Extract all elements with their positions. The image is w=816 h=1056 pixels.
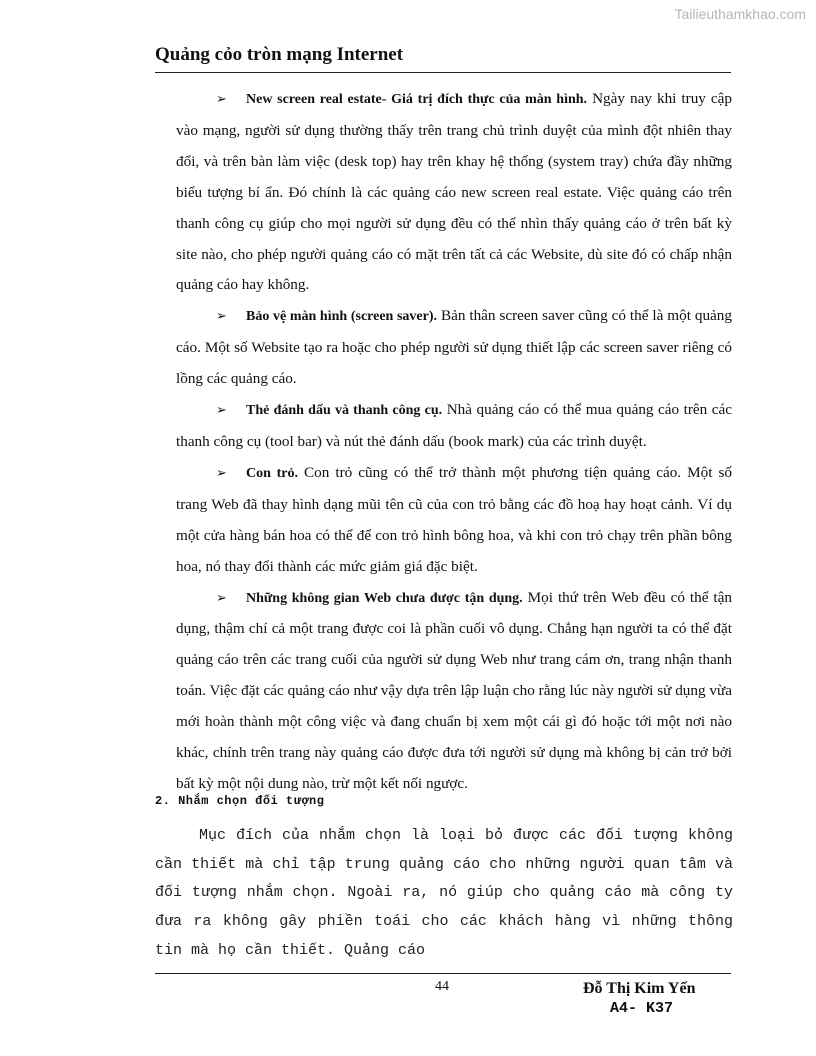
arrow-bullet-icon: ➢ <box>216 465 227 481</box>
class-code: A4- K37 <box>610 1000 674 1017</box>
page-header-title: Quảng cỏo tròn mạng Internet <box>155 44 404 65</box>
bullet-title: Thẻ đánh dấu và thanh công cụ. <box>246 403 443 419</box>
bullet-paragraph <box>176 84 732 301</box>
bullet-title: New screen real estate- Giá trị đích thực của màn hình. <box>246 92 588 107</box>
page-number: 44 <box>435 979 449 994</box>
arrow-bullet-icon: ➢ <box>216 92 227 107</box>
bullet-text: Bản thân screen saver cũng có thể là một quảng cáo. Một số Website tạo ra hoặc cho phép người sử dụng thiết lập các screen saver riêng có lồng các quảng cáo. <box>176 307 732 388</box>
bullet-paragraph <box>176 583 732 800</box>
header-divider <box>155 72 731 73</box>
bullet-paragraph <box>176 395 732 458</box>
bullet-title: Những không gian Web chưa được tận dụng. <box>246 590 523 606</box>
section-paragraph: Mục đích của nhắm chọn là loại bỏ được các đối tượng không cần thiết mà chỉ tập trung quảng cáo cho những người quan tâm và đối tượng nhắm chọn. Ngoài ra, nó giúp cho quảng cáo mà công ty đưa ra không gây phiền toái cho các khách hàng vì những thông tin mà họ cần thiết. Quảng cáo <box>155 827 733 959</box>
bullet-title: Con trỏ. <box>246 465 299 481</box>
author-name: Đỗ Thị Kim Yến <box>583 980 696 997</box>
bullet-paragraph <box>176 458 732 583</box>
bullet-text: Mọi thứ trên Web đều có thể tận dụng, thậm chí cả một trang được coi là phần cuối vô dụng. Chẳng hạn người ta có thể đặt quảng cáo trên các trang cuối của người sử dụng Web như trang cám ơn, trang nhận thanh toán. Việc đặt các quảng cáo như vậy dựa trên lập luận cho rằng lúc này người sử dụng vừa mới hoàn thành một công việc và đang chuẩn bị xem một cái gì đó hoặc tới một nơi nào khác, chính trên trang này quảng cáo được đưa tới người sử dụng mà không bị cản trở bởi bất kỳ một nội dung nào, trừ một kết nối ngược. <box>176 588 732 792</box>
document-body <box>176 84 732 800</box>
arrow-bullet-icon: ➢ <box>216 590 227 606</box>
bullet-paragraph <box>176 301 732 395</box>
watermark-text: Tailieuthamkhao.com <box>674 6 806 22</box>
bullet-text: Con trỏ cũng có thể trở thành một phương tiện quảng cáo. Một số trang Web đã thay hình dạng mũi tên cũ của con trỏ bằng các đồ hoạ hay hoạt cảnh. Ví dụ một cửa hàng bán hoa có thể để con trỏ hình bông hoa, và khi con trỏ chạy trên phần bông hoa, nó thay đổi thành các mức giảm giá đặc biệt. <box>176 463 732 575</box>
bullet-text: Nhà quảng cáo có thể mua quảng cáo trên các thanh công cụ (tool bar) và nút thẻ đánh dấu (book mark) của các trình duyệt. <box>176 401 732 450</box>
bullet-text: Ngày nay khi truy cập vào mạng, người sử dụng thường thấy trên trang chủ trình duyệt của mình đột nhiên thay đổi, và trên bàn làm việc (desk top) hay trên khay hệ thống (system tray) chứa đầy những biểu tượng bí ẩn. Đó chính là các quảng cáo new screen real estate. Việc quảng cáo trên thanh công cụ giúp cho mọi người sử dụng đều có thể nhìn thấy quảng cáo ở trên bất kỳ site nào, cho phép người quảng cáo có mặt trên tất cả các Website, dù site đó có chấp nhận quảng cáo hay không. <box>176 90 732 294</box>
arrow-bullet-icon: ➢ <box>216 309 227 325</box>
section-heading: 2. Nhắm chọn đối tượng <box>155 794 325 808</box>
bullet-title: Bảo vệ màn hình (screen saver). <box>246 309 438 325</box>
footer-divider <box>155 973 731 974</box>
arrow-bullet-icon: ➢ <box>216 403 227 419</box>
